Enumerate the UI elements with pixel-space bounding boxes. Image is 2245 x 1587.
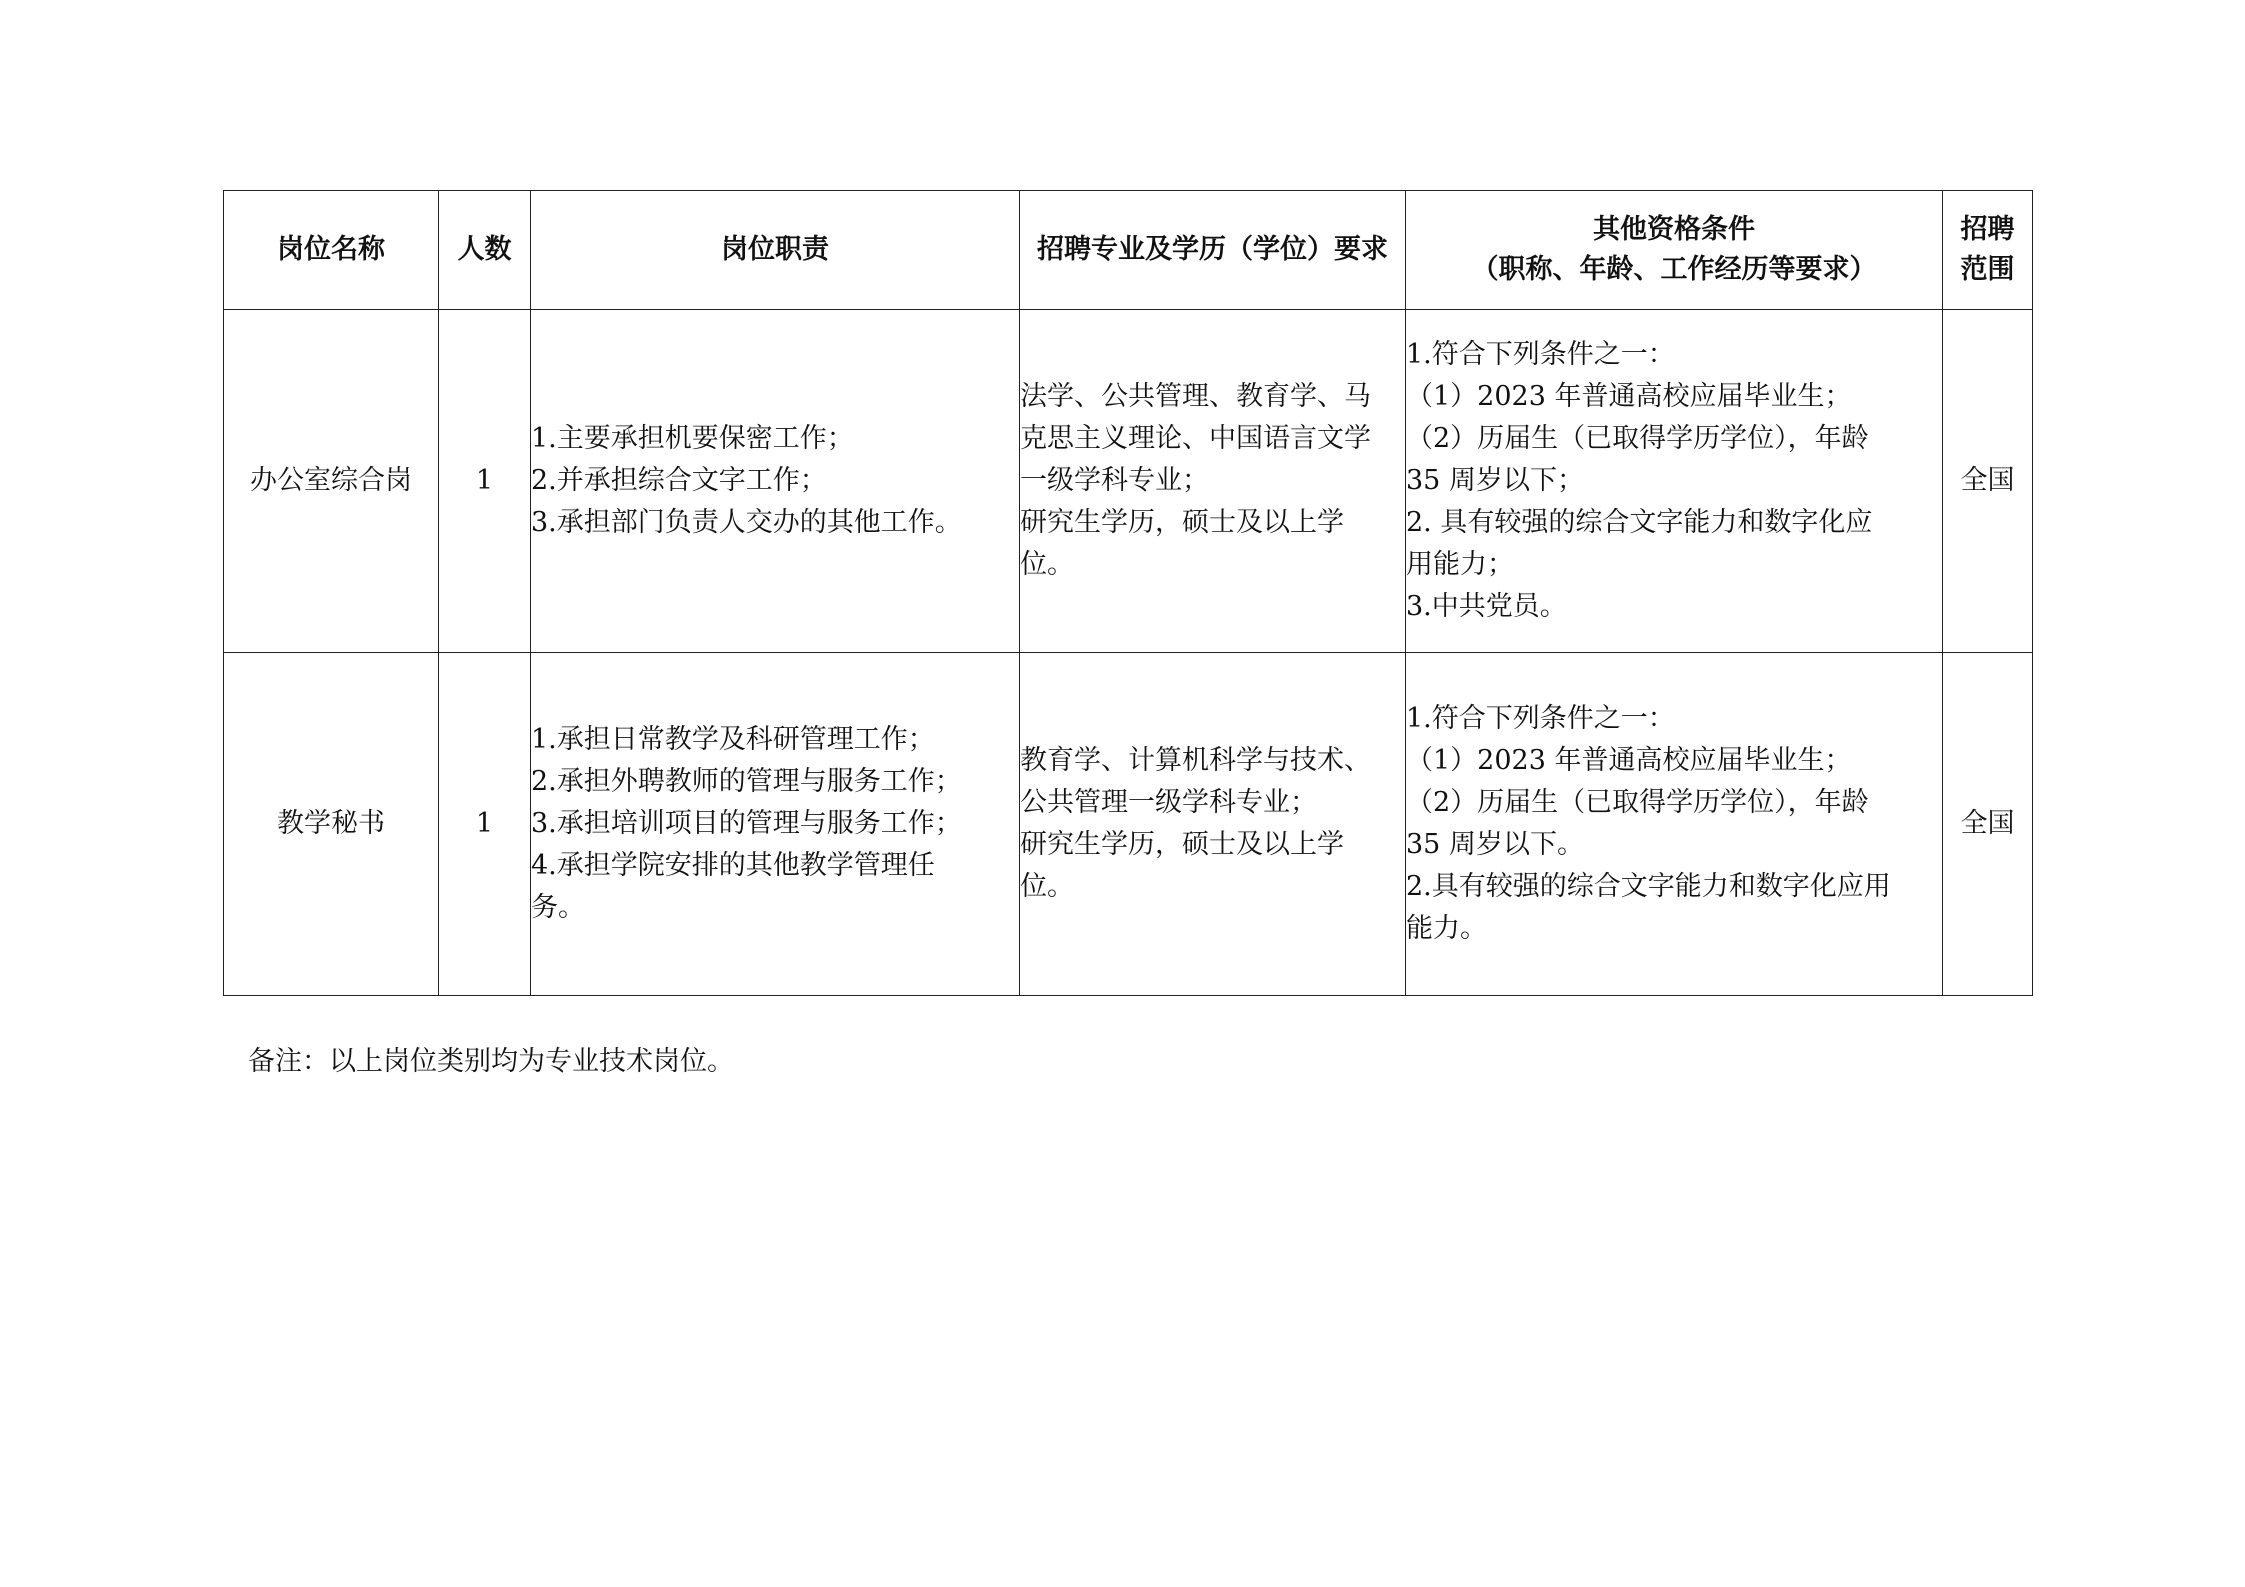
- cell-scope: 全国: [1943, 310, 2033, 653]
- cell-other-requirements: [1406, 653, 1943, 996]
- cell-scope: 全国: [1943, 653, 2033, 996]
- requirement-line: 1.符合下列条件之一：: [1406, 703, 1675, 734]
- cell-major-requirements: [1020, 310, 1406, 653]
- cell-duties: [531, 653, 1020, 996]
- major-line: 位。: [1020, 871, 1074, 902]
- table-row: [224, 310, 2033, 653]
- cell-count: 1: [439, 653, 531, 996]
- header-other-requirements-subtitle: （职称、年龄、工作经历等要求）: [1471, 254, 1877, 285]
- cell-count: 1: [439, 310, 531, 653]
- requirement-line: 用能力；: [1406, 549, 1514, 580]
- duty-line: 1.承担日常教学及科研管理工作；: [531, 724, 935, 755]
- footnote: 备注：以上岗位类别均为专业技术岗位。: [248, 1046, 734, 1077]
- major-line: 研究生学历，硕士及以上学: [1020, 507, 1344, 538]
- header-scope-line2: 范围: [1960, 254, 2015, 285]
- major-line: 公共管理一级学科专业；: [1020, 787, 1317, 818]
- requirement-line: 2. 具有较强的综合文字能力和数字化应: [1406, 507, 1873, 538]
- header-major-requirements: 招聘专业及学历（学位）要求: [1020, 191, 1406, 310]
- cell-duties: [531, 310, 1020, 653]
- requirement-line: 1.符合下列条件之一：: [1406, 339, 1675, 370]
- header-other-requirements: [1406, 191, 1943, 310]
- table-row: [224, 653, 2033, 996]
- major-line: 研究生学历，硕士及以上学: [1020, 829, 1344, 860]
- cell-other-requirements: [1406, 310, 1943, 653]
- header-position-name: 岗位名称: [224, 191, 439, 310]
- requirement-line: （1）2023 年普通高校应届毕业生；: [1406, 745, 1852, 776]
- requirement-line: （2）历届生（已取得学历学位），年龄: [1406, 787, 1869, 818]
- duty-line: 3.承担部门负责人交办的其他工作。: [531, 507, 962, 538]
- header-scope: [1943, 191, 2033, 310]
- requirement-line: 能力。: [1406, 913, 1487, 944]
- header-other-requirements-title: 其他资格条件: [1593, 214, 1755, 245]
- major-line: 位。: [1020, 549, 1074, 580]
- header-duties: 岗位职责: [531, 191, 1020, 310]
- cell-major-requirements: [1020, 653, 1406, 996]
- requirement-line: 2.具有较强的综合文字能力和数字化应用: [1406, 871, 1891, 902]
- requirement-line: （1）2023 年普通高校应届毕业生；: [1406, 381, 1852, 412]
- duty-line: 3.承担培训项目的管理与服务工作；: [531, 808, 962, 839]
- recruitment-table: [223, 190, 2033, 996]
- duty-line: 务。: [531, 892, 585, 923]
- table-header-row: [224, 191, 2033, 310]
- requirement-line: （2）历届生（已取得学历学位），年龄: [1406, 423, 1869, 454]
- major-line: 一级学科专业；: [1020, 465, 1209, 496]
- requirement-line: 3.中共党员。: [1406, 591, 1567, 622]
- header-count: 人数: [439, 191, 531, 310]
- major-line: 教育学、计算机科学与技术、: [1020, 745, 1371, 776]
- major-line: 法学、公共管理、教育学、马: [1020, 381, 1371, 412]
- cell-position-name: 办公室综合岗: [224, 310, 439, 653]
- cell-position-name: 教学秘书: [224, 653, 439, 996]
- duty-line: 2.并承担综合文字工作；: [531, 465, 827, 496]
- major-line: 克思主义理论、中国语言文学: [1020, 423, 1371, 454]
- duty-line: 4.承担学院安排的其他教学管理任: [531, 850, 935, 881]
- requirement-line: 35 周岁以下。: [1406, 829, 1584, 860]
- requirement-line: 35 周岁以下；: [1406, 465, 1584, 496]
- duty-line: 1.主要承担机要保密工作；: [531, 423, 854, 454]
- duty-line: 2.承担外聘教师的管理与服务工作；: [531, 766, 962, 797]
- header-scope-line1: 招聘: [1960, 214, 2015, 245]
